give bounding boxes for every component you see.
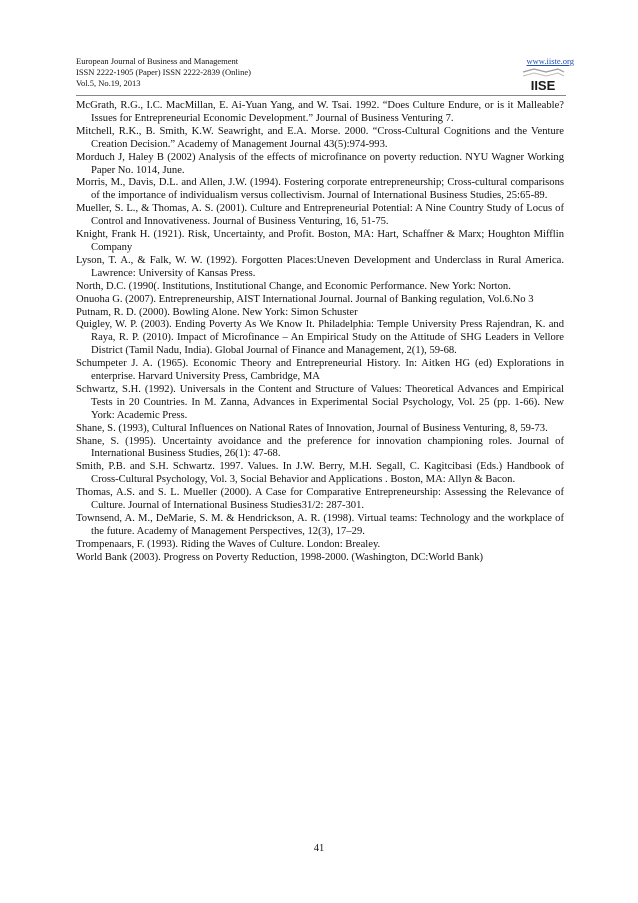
reference-item: Lyson, T. A., & Falk, W. W. (1992). Forgotten Places:Uneven Development and Underclass in Rural America. Lawrence: University of Kansas Press. xyxy=(76,254,564,279)
running-header xyxy=(76,56,574,89)
reference-item: Mitchell, R.K., B. Smith, K.W. Seawright, and E.A. Morse. 2000. “Cross-Cultural Cognitions and the Venture Creation Decision.” Academy of Management Journal 43(5):974-993. xyxy=(76,125,564,150)
reference-item: Morris, M., Davis, D.L. and Allen, J.W. (1994). Fostering corporate entrepreneurship; Cross-cultural comparisons of the importance of individualism versus collectivism. Journal of International Business Studies, 25:65-89. xyxy=(76,177,564,202)
journal-url-link[interactable]: www.iiste.org xyxy=(526,56,574,66)
reference-item: Schumpeter J. A. (1965). Economic Theory and Entrepreneurial History. In: Aitken HG (ed) Explorations in enterprise. Harvard University Press, Cambridge, MA xyxy=(76,358,564,383)
reference-item: McGrath, R.G., I.C. MacMillan, E. Ai-Yuan Yang, and W. Tsai. 1992. “Does Culture Endure, or is it Malleable? Issues for Entrepreneurial Economic Development.” Journal of Business Venturing 7. xyxy=(76,100,564,124)
reference-item: Putnam, R. D. (2000). Bowling Alone. New York: Simon Schuster xyxy=(76,306,358,318)
reference-item: Quigley, W. P. (2003). Ending Poverty As We Know It. Philadelphia: Temple University Press Rajendran, K. and Raya, R. P. (2010). Impact of Microfinance – An Empirical Study on the Attitude of SHG Leaders in Vellore District (Tamil Nadu, India). Global Journal of Finance and Management, 2(1), 59-68. xyxy=(76,319,564,357)
reference-item: Thomas, A.S. and S. L. Mueller (2000). A Case for Comparative Entrepreneurship: Assessing the Relevance of Culture. Journal of International Business Studies31/2: 287-301. xyxy=(76,487,564,512)
logo-text: IISE xyxy=(530,78,556,93)
reference-item: Smith, P.B. and S.H. Schwartz. 1997. Values. In J.W. Berry, M.H. Segall, C. Kagitcibasi (Eds.) Handbook of Cross-Cultural Psychology, Vol. 3, Social Behavior and Applications . Boston, MA: Allyn & Bacon. xyxy=(76,461,564,486)
reference-item: Mueller, S. L., & Thomas, A. S. (2001). Culture and Entrepreneurial Potential: A Nine Country Study of Locus of Control and Innovativeness. Journal of Business Venturing, 16, 51-75. xyxy=(76,203,564,228)
header-divider xyxy=(76,95,566,96)
reference-item: Trompenaars, F. (1993). Riding the Waves of Culture. London: Brealey. xyxy=(76,538,381,550)
journal-name: European Journal of Business and Management xyxy=(76,56,239,66)
reference-item: Onuoha G. (2007). Entrepreneurship, AIST International Journal. Journal of Banking regulation, Vol.6.No 3 xyxy=(76,293,534,305)
reference-item: Shane, S. (1995). Uncertainty avoidance and the preference for innovation championing roles. Journal of International Business Studies, 26(1): 47-68. xyxy=(76,435,564,460)
reference-item: Knight, Frank H. (1921). Risk, Uncertainty, and Profit. Boston, MA: Hart, Schaffner & Marx; Houghton Mifflin Company xyxy=(76,229,564,253)
page-number: 41 xyxy=(313,843,325,854)
issn-line: ISSN 2222-1905 (Paper) ISSN 2222-2839 (Online) xyxy=(76,67,251,77)
reference-item: Schwartz, S.H. (1992). Universals in the Content and Structure of Values: Theoretical Advances and Empirical Tests in 20 Countries. In M. Zanna, Advances in Experimental Social Psychology, Vol. 25 (pp. 1-66). New York: Academic Press. xyxy=(76,383,564,421)
reference-item: North, D.C. (1990(. Institutions, Institutional Change, and Economic Performance. New York: Norton. xyxy=(76,280,511,292)
volume-line: Vol.5, No.19, 2013 xyxy=(76,78,141,88)
reference-item: Shane, S. (1993), Cultural Influences on National Rates of Innovation, Journal of Business Venturing, 8, 59-73. xyxy=(76,422,548,434)
iiste-logo xyxy=(520,67,566,93)
reference-item: Morduch J, Haley B (2002) Analysis of the effects of microfinance on poverty reduction. NYU Wagner Working Paper No. 1014, June. xyxy=(76,151,564,176)
reference-list xyxy=(76,100,564,565)
reference-item: Townsend, A. M., DeMarie, S. M. & Hendrickson, A. R. (1998). Virtual teams: Technology and the workplace of the future. Academy of Management Perspectives, 12(3), 17–29. xyxy=(76,513,564,537)
reference-item: World Bank (2003). Progress on Poverty Reduction, 1998-2000. (Washington, DC:World Bank) xyxy=(76,551,484,563)
